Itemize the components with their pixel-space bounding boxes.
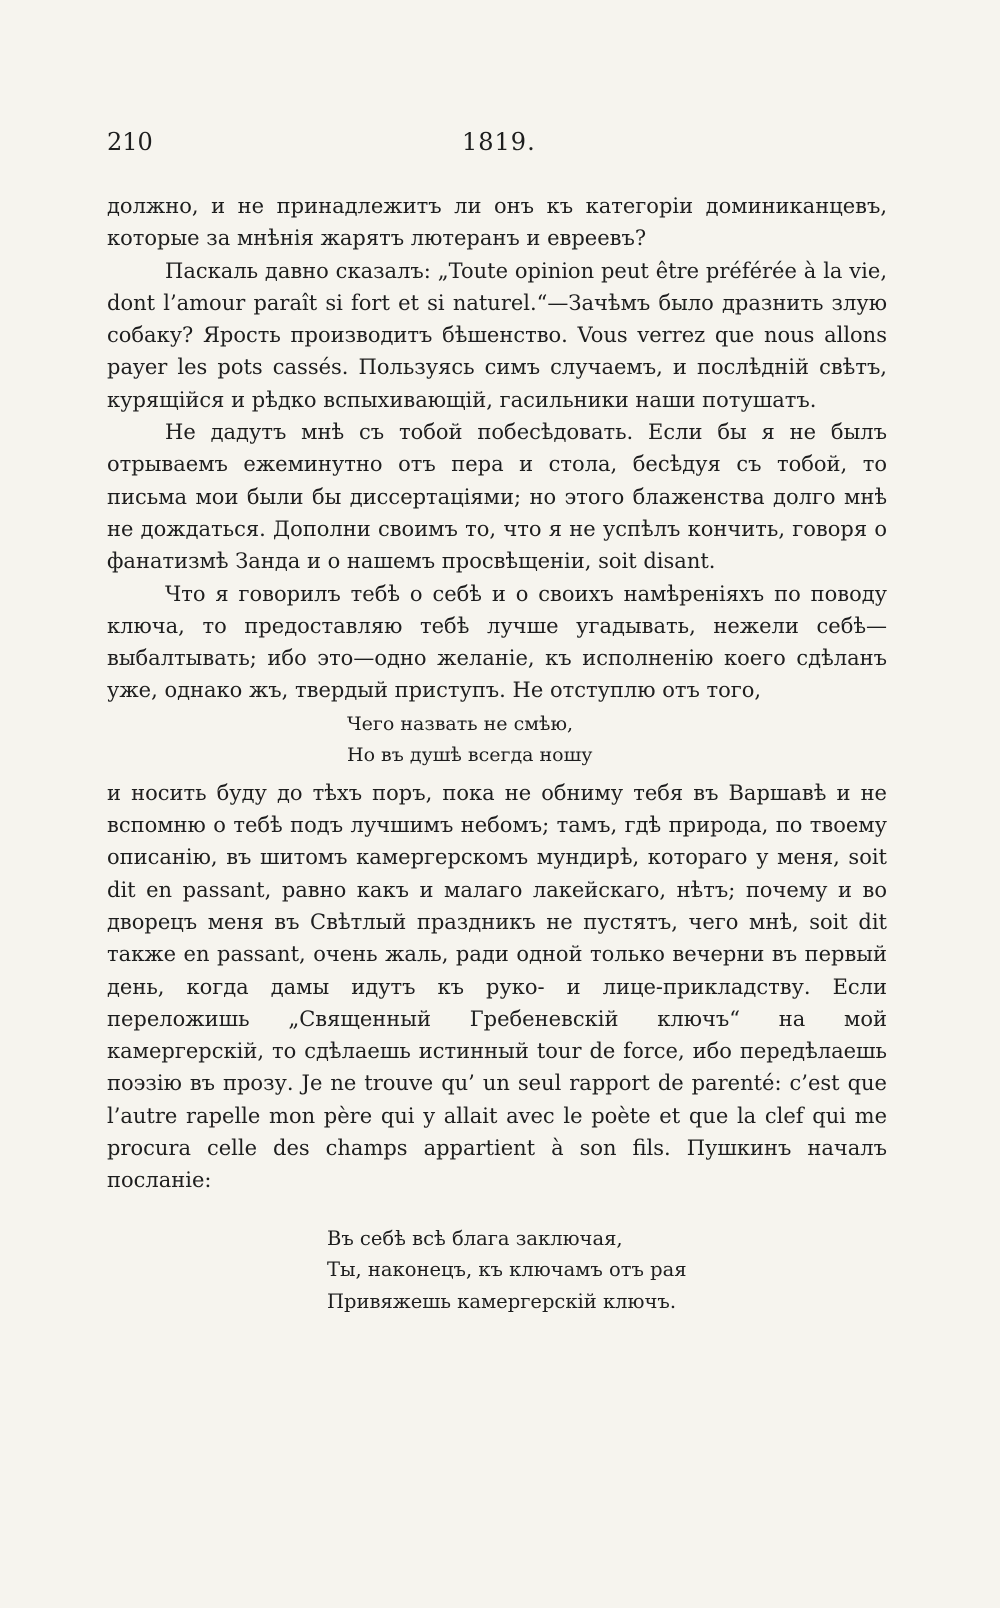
paragraph-3: Не дадутъ мнѣ съ тобой побесѣдовать. Если бы я не былъ отрываемъ ежеминутно отъ пера и стола, бесѣдуя съ тобой, то письма мои были бы диссертаціями; но этого блаженства долго мнѣ не дождаться. Дополни своимъ то, что я не успѣлъ кончить, говоря о фанатизмѣ Занда и о нашемъ просвѣщеніи, soit disant. bbox=[107, 420, 887, 574]
verse-quote-2 bbox=[107, 1223, 887, 1318]
body-text bbox=[107, 190, 887, 1323]
verse-line: Чего назвать не смѣю, bbox=[347, 712, 574, 735]
verse-line: Но въ душѣ всегда ношу bbox=[347, 743, 593, 766]
verse-quote-1 bbox=[107, 709, 887, 771]
page-header bbox=[107, 128, 887, 162]
verse-line: Привяжешь камергерскій ключъ. bbox=[327, 1289, 677, 1313]
paragraph-2: Паскаль давно сказалъ: „Toute opinion peut être préférée à la vie, dont l’amour paraît si fort et si naturel.“—Зачѣмъ было дразнить злую собаку? Ярость производитъ бѣшенство. Vous verrez que nous allons payer les pots cassés. Пользуясь симъ случаемъ, и послѣдній свѣтъ, курящійся и рѣдко вспыхивающій, гасильники наши потушатъ. bbox=[107, 258, 887, 412]
running-head-year: 1819. bbox=[462, 128, 536, 156]
verse-line: Въ себѣ всѣ блага заключая, bbox=[327, 1226, 623, 1250]
paragraph-4: Что я говорилъ тебѣ о себѣ и о своихъ намѣреніяхъ по поводу ключа, то предоставляю тебѣ лучше угадывать, нежели себѣ—выбалтывать; ибо это—одно желаніе, къ исполненію коего сдѣланъ уже, однако жъ, твердый приступъ. Не отступлю отъ того, bbox=[107, 581, 887, 703]
verse-line: Ты, наконецъ, къ ключамъ отъ рая bbox=[327, 1258, 687, 1282]
page-number: 210 bbox=[107, 128, 153, 156]
paragraph-1: должно, и не принадлежитъ ли онъ къ категоріи доминиканцевъ, которые за мнѣнія жарятъ лютеранъ и евреевъ? bbox=[107, 194, 887, 251]
paragraph-5: и носить буду до тѣхъ поръ, пока не обниму тебя въ Варшавѣ и не вспомню о тебѣ подъ лучшимъ небомъ; тамъ, гдѣ природа, по твоему описанію, въ шитомъ камергерскомъ мундирѣ, котораго у меня, soit dit en passant, равно какъ и малаго лакейскаго, нѣтъ; почему и во дворецъ меня въ Свѣтлый праздникъ не пустятъ, чего мнѣ, soit dit также en passant, очень жаль, ради одной только вечерни въ первый день, когда дамы идутъ къ руко- и лице-прикладству. Если переложишь „Священный Гребеневскій ключъ“ на мой камергерскій, то сдѣлаешь истинный tour de force, ибо передѣлаешь поэзію въ прозу. Je ne trouve qu’ un seul rapport de parenté: c’est que l’autre rapelle mon père qui y allait avec le poète et que la clef qui me procura celle des champs appartient à son fils. Пушкинъ началъ посланіе: bbox=[107, 780, 887, 1193]
